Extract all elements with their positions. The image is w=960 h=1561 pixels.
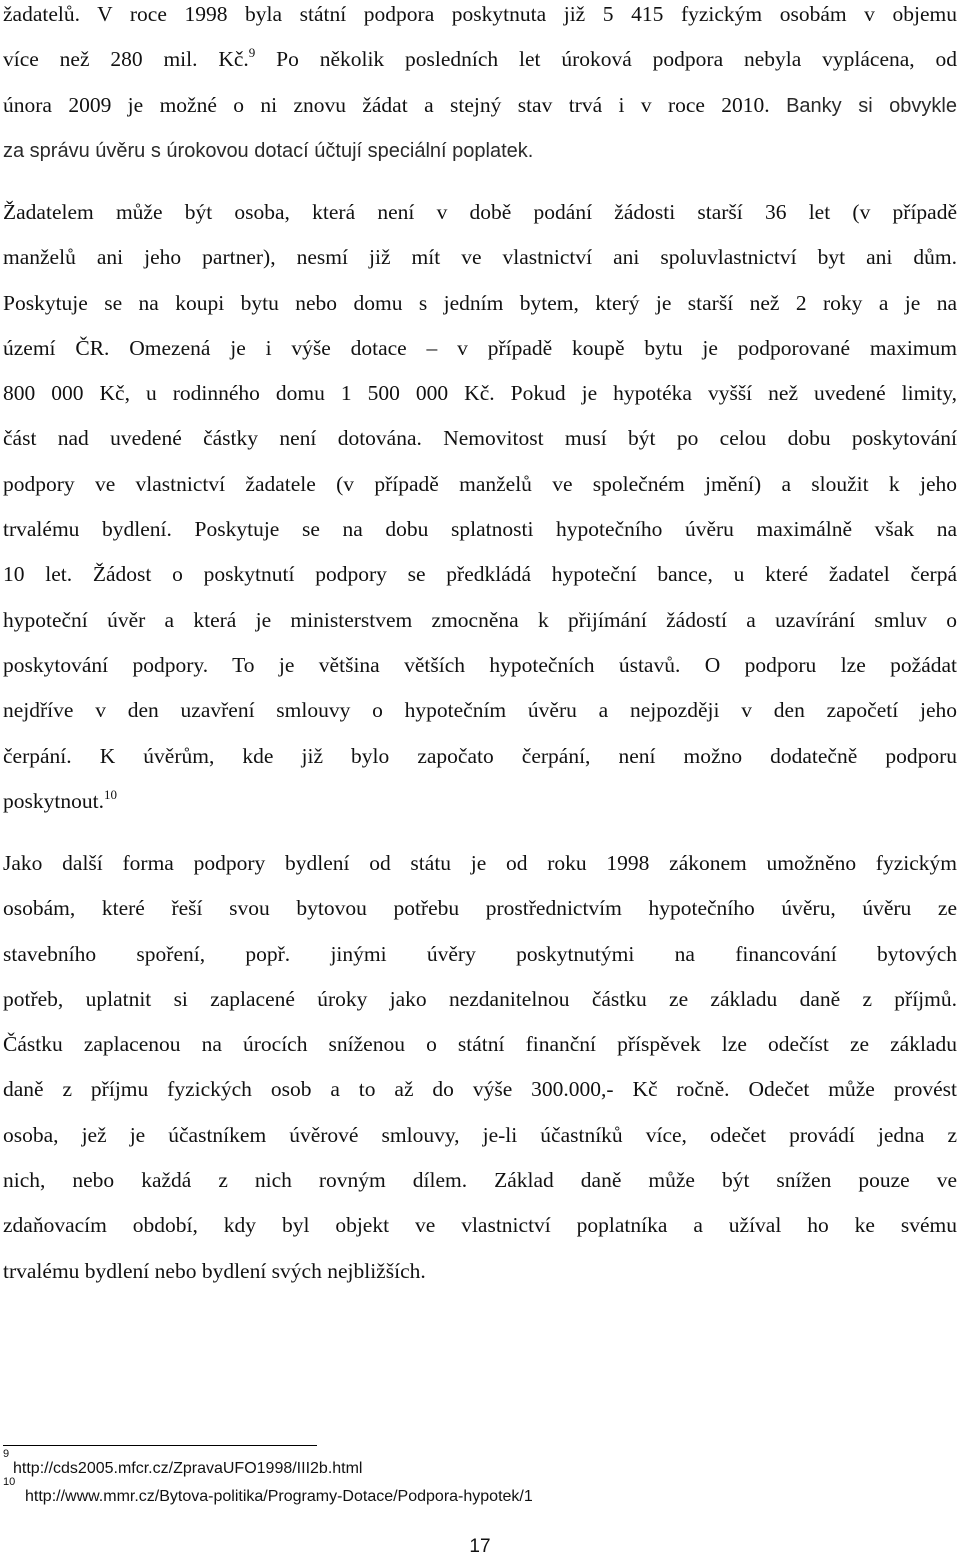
footnote-9 [3, 1448, 903, 1483]
paragraph-1-line-2b: Po několik posledních let úroková podpora nebyla vyplácena, od [276, 47, 957, 72]
footnote-ref-9[interactable]: 9 [248, 45, 256, 61]
paragraph-1-line-3 [3, 83, 957, 129]
paragraph-2-line-2: manželů ani jeho partner), nesmí již mít ve vlastnictví ani spoluvlastnictví byt ani dům. [3, 245, 957, 270]
footnote-9-link[interactable]: http://cds2005.mfcr.cz/ZpravaUFO1998/III2b.html [13, 1460, 363, 1477]
paragraph-2-line-6a: část nad uvedené částky není dotována. [3, 426, 422, 451]
footnote-10 [3, 1476, 903, 1511]
footnote-10-number: 10 [3, 1476, 16, 1488]
paragraph-3-line-10: trvalému bydlení nebo bydlení svých nejbližších. [3, 1258, 426, 1283]
paragraph-1-line-4: za správu úvěru s úrokovou dotací účtují speciální poplatek. [3, 139, 534, 162]
paragraph-1 [3, 0, 957, 174]
paragraph-2-line-6b: Nemovitost musí být po celou dobu poskytování [443, 426, 958, 451]
footnote-ref-10[interactable]: 10 [103, 786, 117, 802]
footnote-9-number: 9 [3, 1448, 10, 1460]
paragraph-2 [3, 190, 957, 824]
paragraph-2-line-4 [3, 326, 957, 371]
page-number: 17 [469, 1536, 491, 1557]
paragraph-3-line-8: nich, nebo každá z nich rovným dílem. Základ daně může být snížen pouze ve [3, 1168, 957, 1193]
paragraph-2-line-3: Poskytuje se na koupi bytu nebo domu s jedním bytem, který je starší než 2 roky a je na [3, 290, 957, 315]
paragraph-2-line-14a: poskytnout. [3, 788, 104, 813]
paragraph-3-line-2: osobám, které řeší svou bytovou potřebu prostřednictvím hypotečního úvěru, úvěru ze [3, 896, 957, 921]
paragraph-3 [3, 841, 957, 1294]
paragraph-2-line-1: Žadatelem může být osoba, která není v době podání žádosti starší 36 let (v případě [3, 200, 957, 224]
paragraph-3-line-7: osoba, jež je účastníkem úvěrové smlouvy, je-li účastníků více, odečet provádí jedna z [3, 1122, 957, 1147]
paragraph-2-line-6 [3, 416, 957, 461]
paragraph-2-line-5a: 800 000 Kč, u rodinného domu 1 500 000 Kč. [3, 381, 495, 406]
footnote-separator [3, 1445, 317, 1446]
footnote-10-link[interactable]: http://www.mmr.cz/Bytova-politika/Programy-Dotace/Podpora-hypotek/1 [25, 1488, 533, 1505]
paragraph-3-line-1: Jako další forma podpory bydlení od státu je od roku 1998 zákonem umožněno fyzickým [3, 851, 957, 875]
paragraph-3-line-3: stavebního spoření, popř. jinými úvěry poskytnutými na financování bytových [3, 941, 957, 966]
footnotes [3, 1448, 903, 1511]
paragraph-2-line-11: poskytování podpory. To je většina větších hypotečních ústavů. O podporu lze požádat [3, 652, 957, 677]
paragraph-2-line-7: podpory ve vlastnictví žadatele (v případě manželů ve společném jmění) a sloužit k jeho [3, 471, 957, 496]
paragraph-2-line-10: hypoteční úvěr a která je ministerstvem zmocněna k přijímání žádostí a uzavírání smluv o [3, 607, 957, 632]
paragraph-3-line-5: Částku zaplacenou na úrocích sníženou o státní finanční příspěvek lze odečíst ze základu [3, 1032, 957, 1057]
paragraph-1-line-2 [3, 37, 957, 82]
paragraph-2-line-4a: území ČR. [3, 335, 110, 360]
paragraph-1-line-3b: Banky si obvykle [786, 94, 957, 117]
paragraph-2-line-13: čerpání. K úvěrům, kde již bylo započato čerpání, není možno dodatečně podporu [3, 743, 957, 768]
paragraph-2-line-12: nejdříve v den uzavření smlouvy o hypotečním úvěru a nejpozději v den započetí jeho [3, 698, 957, 723]
paragraph-2-line-4b: Omezená je i výše dotace – v případě koupě bytu je podporované maximum [129, 335, 958, 360]
paragraph-2-line-9: 10 let. Žádost o poskytnutí podpory se předkládá hypoteční bance, u které žadatel čerpá [3, 562, 957, 587]
paragraph-2-line-5 [3, 371, 957, 416]
paragraph-2-line-8: trvalému bydlení. Poskytuje se na dobu splatnosti hypotečního úvěru maximálně však na [3, 517, 957, 542]
paragraph-1-line-2a: více než 280 mil. Kč. [3, 47, 249, 72]
paragraph-2-line-14 [3, 779, 957, 824]
paragraph-3-line-4: potřeb, uplatnit si zaplacené úroky jako nezdanitelnou částku ze základu daně z příjmů. [3, 986, 957, 1011]
paragraph-3-line-6: daně z příjmu fyzických osob a to až do výše 300.000,- Kč ročně. Odečet může provést [3, 1077, 957, 1102]
paragraph-1-line-1: žadatelů. V roce 1998 byla státní podpora poskytnuta již 5 415 fyzickým osobám v objemu [3, 2, 957, 26]
paragraph-2-line-5b: Pokud je hypotéka vyšší než uvedené limity, [510, 381, 957, 406]
paragraph-1-line-3a: února 2009 je možné o ni znovu žádat a stejný stav trvá i v roce 2010. [3, 92, 770, 117]
paragraph-3-line-9: zdaňovacím období, kdy byl objekt ve vlastnictví poplatníka a užíval ho ke svému [3, 1213, 957, 1238]
